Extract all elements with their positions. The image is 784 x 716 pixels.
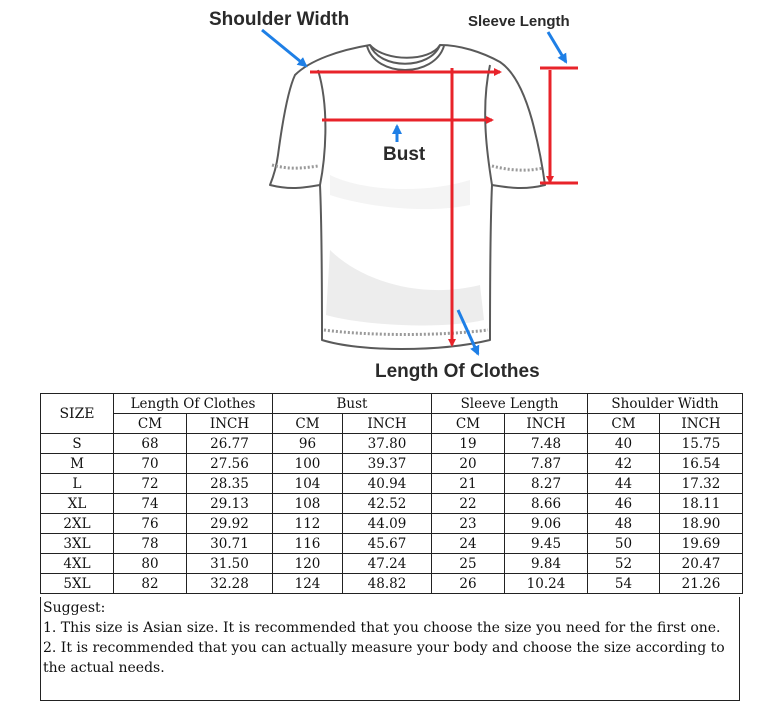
measurement-cell: 26.77 xyxy=(187,434,273,454)
measurement-cell: 7.87 xyxy=(505,454,588,474)
unit-header: CM xyxy=(588,414,660,434)
measurement-cell: 80 xyxy=(114,554,187,574)
measurement-cell: 100 xyxy=(273,454,343,474)
measurement-cell: 29.13 xyxy=(187,494,273,514)
measurement-cell: 8.27 xyxy=(505,474,588,494)
measurement-cell: 112 xyxy=(273,514,343,534)
size-cell: S xyxy=(41,434,114,454)
measurement-cell: 42 xyxy=(588,454,660,474)
size-cell: XL xyxy=(41,494,114,514)
measurement-cell: 70 xyxy=(114,454,187,474)
length-of-clothes-label: Length Of Clothes xyxy=(375,361,540,382)
measurement-cell: 68 xyxy=(114,434,187,454)
measurement-cell: 32.28 xyxy=(187,574,273,594)
measurement-cell: 48 xyxy=(588,514,660,534)
unit-header: CM xyxy=(273,414,343,434)
group-header: Sleeve Length xyxy=(432,394,588,414)
measurement-cell: 20 xyxy=(432,454,505,474)
group-header: Bust xyxy=(273,394,432,414)
measurement-cell: 22 xyxy=(432,494,505,514)
measurement-cell: 42.52 xyxy=(343,494,432,514)
measurement-cell: 52 xyxy=(588,554,660,574)
measurement-cell: 27.56 xyxy=(187,454,273,474)
measurement-cell: 108 xyxy=(273,494,343,514)
unit-header-row xyxy=(41,414,743,434)
table-row xyxy=(41,554,743,574)
measurement-cell: 9.84 xyxy=(505,554,588,574)
measurement-cell: 124 xyxy=(273,574,343,594)
measurement-cell: 44 xyxy=(588,474,660,494)
sleeve-length-pointer xyxy=(548,32,566,62)
measurement-cell: 9.06 xyxy=(505,514,588,534)
measurement-cell: 116 xyxy=(273,534,343,554)
group-header: Length Of Clothes xyxy=(114,394,273,414)
measurement-cell: 76 xyxy=(114,514,187,534)
suggest-heading: Suggest: xyxy=(43,600,106,616)
measurement-cell: 30.71 xyxy=(187,534,273,554)
measurement-cell: 21 xyxy=(432,474,505,494)
measurement-cell: 19 xyxy=(432,434,505,454)
measurement-cell: 24 xyxy=(432,534,505,554)
table-row xyxy=(41,474,743,494)
measurement-cell: 40.94 xyxy=(343,474,432,494)
table-row xyxy=(41,454,743,474)
measurement-cell: 46 xyxy=(588,494,660,514)
measurement-cell: 39.37 xyxy=(343,454,432,474)
measurement-cell: 37.80 xyxy=(343,434,432,454)
sleeve-length-label: Sleeve Length xyxy=(468,13,570,30)
measurement-cell: 82 xyxy=(114,574,187,594)
measurement-cell: 31.50 xyxy=(187,554,273,574)
measurement-cell: 17.32 xyxy=(660,474,743,494)
table-row xyxy=(41,434,743,454)
measurement-cell: 19.69 xyxy=(660,534,743,554)
bust-label: Bust xyxy=(383,144,426,165)
shoulder-width-pointer xyxy=(262,30,306,66)
measurement-cell: 104 xyxy=(273,474,343,494)
measurement-cell: 44.09 xyxy=(343,514,432,534)
unit-header: CM xyxy=(114,414,187,434)
table-row xyxy=(41,534,743,554)
measurement-cell: 18.11 xyxy=(660,494,743,514)
unit-header: CM xyxy=(432,414,505,434)
measurement-cell: 45.67 xyxy=(343,534,432,554)
table-row xyxy=(41,514,743,534)
size-cell: 5XL xyxy=(41,574,114,594)
measurement-cell: 120 xyxy=(273,554,343,574)
measurement-cell: 9.45 xyxy=(505,534,588,554)
suggestions-box xyxy=(40,597,740,701)
size-cell: L xyxy=(41,474,114,494)
measurement-cell: 7.48 xyxy=(505,434,588,454)
measurement-cell: 16.54 xyxy=(660,454,743,474)
measurement-cell: 50 xyxy=(588,534,660,554)
shoulder-width-label: Shoulder Width xyxy=(209,9,350,30)
table-header-row xyxy=(41,394,743,414)
table-row xyxy=(41,494,743,514)
suggestion-1: 1. This size is Asian size. It is recommended that you choose the size you need for the first one. xyxy=(43,620,721,636)
measurement-cell: 18.90 xyxy=(660,514,743,534)
measurement-cell: 28.35 xyxy=(187,474,273,494)
measurement-cell: 72 xyxy=(114,474,187,494)
measurement-cell: 8.66 xyxy=(505,494,588,514)
unit-header: INCH xyxy=(187,414,273,434)
measurement-cell: 23 xyxy=(432,514,505,534)
measurement-cell: 21.26 xyxy=(660,574,743,594)
group-header: Shoulder Width xyxy=(588,394,743,414)
size-cell: M xyxy=(41,454,114,474)
measurement-cell: 15.75 xyxy=(660,434,743,454)
size-cell: 4XL xyxy=(41,554,114,574)
measurement-cell: 96 xyxy=(273,434,343,454)
unit-header: INCH xyxy=(505,414,588,434)
measurement-cell: 10.24 xyxy=(505,574,588,594)
measurement-cell: 29.92 xyxy=(187,514,273,534)
size-cell: 3XL xyxy=(41,534,114,554)
measurement-cell: 26 xyxy=(432,574,505,594)
measurement-cell: 48.82 xyxy=(343,574,432,594)
suggestion-2: 2. It is recommended that you can actually measure your body and choose the size according to the actual needs. xyxy=(43,640,725,676)
measurement-cell: 25 xyxy=(432,554,505,574)
table-row xyxy=(41,574,743,594)
size-chart-table xyxy=(40,393,743,594)
measurement-cell: 74 xyxy=(114,494,187,514)
measurement-cell: 20.47 xyxy=(660,554,743,574)
size-header: SIZE xyxy=(41,394,114,434)
unit-header: INCH xyxy=(660,414,743,434)
unit-header: INCH xyxy=(343,414,432,434)
measurement-cell: 54 xyxy=(588,574,660,594)
size-cell: 2XL xyxy=(41,514,114,534)
measurement-cell: 47.24 xyxy=(343,554,432,574)
measurement-cell: 78 xyxy=(114,534,187,554)
measurement-cell: 40 xyxy=(588,434,660,454)
